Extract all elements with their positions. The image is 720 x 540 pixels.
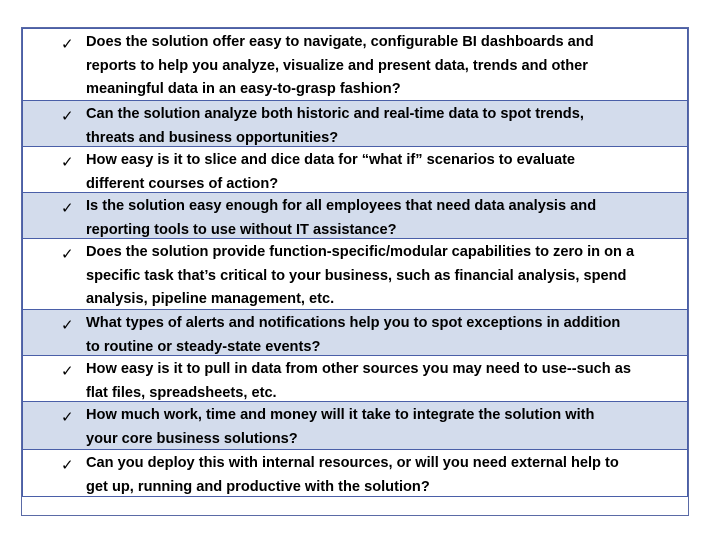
text-line: your core business solutions? bbox=[86, 430, 298, 447]
checkmark-icon: ✓ bbox=[61, 35, 74, 53]
text-line: How easy is it to pull in data from other sources you may need to use--such as bbox=[86, 361, 631, 377]
text-line: get up, running and productive with the solution? bbox=[86, 478, 430, 495]
text-line: Is the solution easy enough for all employees that need data analysis and bbox=[86, 198, 597, 214]
text-line: meaningful data in an easy-to-grasp fashion? bbox=[86, 81, 401, 98]
checkmark-icon: ✓ bbox=[61, 408, 74, 426]
checklist-item-text bbox=[86, 312, 686, 359]
checkmark-icon: ✓ bbox=[61, 456, 74, 474]
checklist-frame bbox=[21, 27, 689, 516]
checklist-item-text bbox=[86, 31, 686, 102]
checklist-item-text bbox=[86, 404, 686, 451]
checklist-item-text bbox=[86, 452, 686, 499]
checklist-item bbox=[22, 401, 688, 450]
checkmark-icon: ✓ bbox=[61, 245, 74, 263]
checkmark-icon: ✓ bbox=[61, 153, 74, 171]
checklist-item bbox=[22, 355, 688, 402]
text-line: How easy is it to slice and dice data for “what if” scenarios to evaluate bbox=[86, 152, 576, 168]
checklist-item-text bbox=[86, 358, 686, 405]
text-line: reporting tools to use without IT assistance? bbox=[86, 221, 397, 238]
checklist-item bbox=[22, 28, 688, 101]
checklist-item bbox=[22, 238, 688, 310]
checkmark-icon: ✓ bbox=[61, 362, 74, 380]
checklist-item bbox=[22, 100, 688, 147]
text-line: Does the solution provide function-specific/modular capabilities to zero in on a bbox=[86, 244, 635, 260]
text-line: different courses of action? bbox=[86, 175, 279, 192]
checklist-item-text bbox=[86, 149, 686, 196]
text-line: How much work, time and money will it take to integrate the solution with bbox=[86, 407, 595, 423]
text-line: Can you deploy this with internal resources, or will you need external help to bbox=[86, 455, 619, 471]
checklist-item-text bbox=[86, 103, 686, 150]
checkmark-icon: ✓ bbox=[61, 316, 74, 334]
text-line: Can the solution analyze both historic and real-time data to spot trends, bbox=[86, 106, 584, 122]
text-line: What types of alerts and notifications help you to spot exceptions in addition bbox=[86, 315, 621, 331]
text-line: to routine or steady-state events? bbox=[86, 338, 321, 355]
checklist-item bbox=[22, 192, 688, 239]
text-line: reports to help you analyze, visualize and present data, trends and other bbox=[86, 57, 588, 74]
text-line: threats and business opportunities? bbox=[86, 129, 339, 146]
checklist-item bbox=[22, 449, 688, 497]
checklist-item-text bbox=[86, 195, 686, 242]
checkmark-icon: ✓ bbox=[61, 199, 74, 217]
checklist-item bbox=[22, 146, 688, 193]
checklist-item-text bbox=[86, 241, 686, 312]
checkmark-icon: ✓ bbox=[61, 107, 74, 125]
text-line: Does the solution offer easy to navigate, configurable BI dashboards and bbox=[86, 34, 594, 50]
text-line: specific task that’s critical to your business, such as financial analysis, spend bbox=[86, 267, 627, 284]
text-line: flat files, spreadsheets, etc. bbox=[86, 384, 277, 401]
text-line: analysis, pipeline management, etc. bbox=[86, 291, 335, 308]
checklist-item bbox=[22, 309, 688, 356]
